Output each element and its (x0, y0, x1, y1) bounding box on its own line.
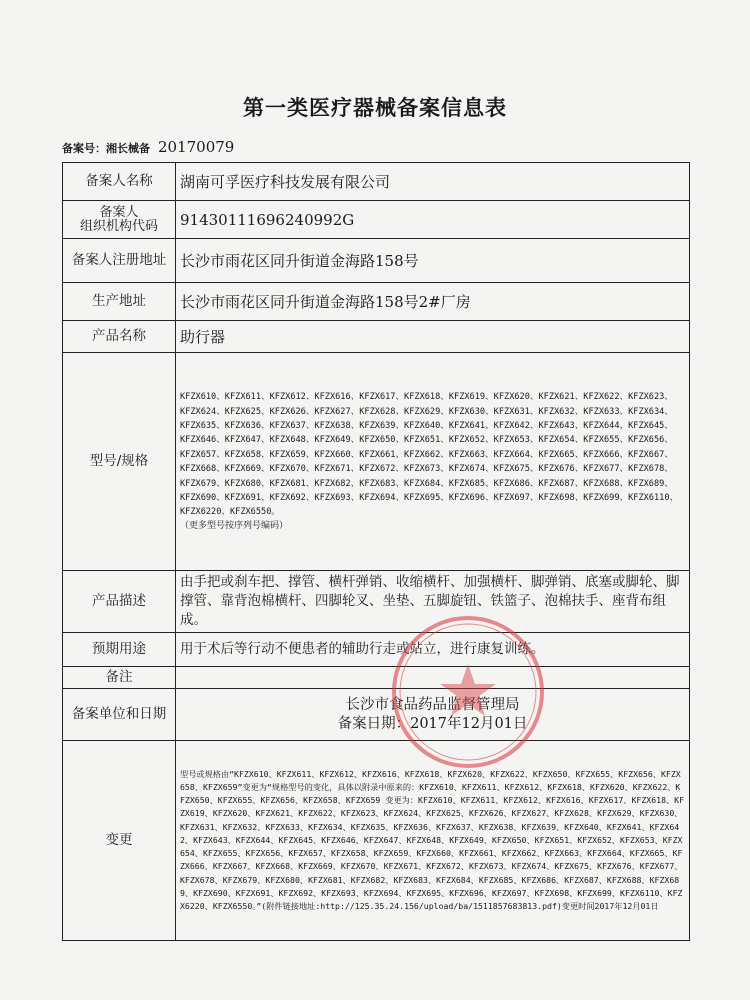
applicant-value: 湖南可孚医疗科技发展有限公司 (176, 163, 690, 201)
org-code-label: 备案人 组织机构代码 (63, 201, 176, 239)
change-value: 型号或规格由“KFZX610、KFZX611、KFZX612、KFZX616、KFZX618、KFZX620、KFZX622、KFZX650、KFZX655、KFZX656、KFZX658、KFZX659”变更为“规格型号的变化，具体以附录中原来的：KFZX610、KFZX611、KFZX612、KFZX618、KFZX620、KFZX622、KFZX650、KFZX655、KFZX656、KFZX658、KFZX659 变更为：KFZX610、KFZX611、KFZX612、KFZX616、KFZX617、KFZX618、KFZX619、KFZX620、KFZX621、KFZX622、KFZX623、KFZX624、KFZX625、KFZX626、KFZX627、KFZX628、KFZX629、KFZX630、KFZX631、KFZX632、KFZX633、KFZX634、KFZX635、KFZX636、KFZX637、KFZX638、KFZX639、KFZX640、KFZX641、KFZX642、KFZX643、KFZX644、KFZX645、KFZX646、KFZX647、KFZX648、KFZX649、KFZX650、KFZX651、KFZX652、KFZX653、KFZX654、KFZX655、KFZX656、KFZX657、KFZX658、KFZX659、KFZX660、KFZX661、KFZX662、KFZX663、KFZX664、KFZX665、KFZX666、KFZX667、KFZX668、KFZX669、KFZX670、KFZX671、KFZX672、KFZX673、KFZX674、KFZX675、KFZX676、KFZX677、KFZX678、KFZX679、KFZX680、KFZX681、KFZX682、KFZX683、KFZX684、KFZX685、KFZX686、KFZX687、KFZX688、KFZX689、KFZX690、KFZX691、KFZX692、KFZX693、KFZX694、KFZX695、KFZX696、KFZX697、KFZX698、KFZX699、KFZX6110、KFZX6220、KFZX6550。”(附件链接地址:http://125.35.24.156/upload/ba/1511857683813.pdf)变更时间2017年12月01日 (176, 741, 690, 941)
row-models (63, 353, 690, 571)
intended-use-value: 用于术后等行动不便患者的辅助行走或站立，进行康复训练。 (176, 633, 690, 667)
intended-use-label: 预期用途 (63, 633, 176, 667)
description-value: 由手把或刹车把、撑管、横杆弹销、收缩横杆、加强横杆、脚弹销、底塞或脚轮、脚撑管、靠背泡棉横杆、四脚轮叉、坐垫、五脚旋钮、铁篮子、泡棉扶手、座背布组成。 (176, 571, 690, 633)
row-applicant (63, 163, 690, 201)
models-note: （更多型号按序列号编码） (180, 520, 289, 531)
info-table (62, 162, 690, 941)
models-value: KFZX610、KFZX611、KFZX612、KFZX616、KFZX617、KFZX618、KFZX619、KFZX620、KFZX621、KFZX622、KFZX623、KFZX624、KFZX625、KFZX626、KFZX627、KFZX628、KFZX629、KFZX630、KFZX631、KFZX632、KFZX633、KFZX634、KFZX635、KFZX636、KFZX637、KFZX638、KFZX639、KFZX640、KFZX641、KFZX642、KFZX643、KFZX644、KFZX645、KFZX646、KFZX647、KFZX648、KFZX649、KFZX650、KFZX651、KFZX652、KFZX653、KFZX654、KFZX655、KFZX656、KFZX657、KFZX658、KFZX659、KFZX660、KFZX661、KFZX662、KFZX663、KFZX664、KFZX665、KFZX666、KFZX667、KFZX668、KFZX669、KFZX670、KFZX671、KFZX672、KFZX673、KFZX674、KFZX675、KFZX676、KFZX677、KFZX678、KFZX679、KFZX680、KFZX681、KFZX682、KFZX683、KFZX684、KFZX685、KFZX686、KFZX687、KFZX688、KFZX689、KFZX690、KFZX691、KFZX692、KFZX693、KFZX694、KFZX695、KFZX696、KFZX697、KFZX698、KFZX699、KFZX6110、KFZX6220、KFZX6550。 (180, 392, 679, 518)
prod-address-value: 长沙市雨花区同升街道金海路158号2#厂房 (176, 283, 690, 321)
row-description (63, 571, 690, 633)
prod-address-label: 生产地址 (63, 283, 176, 321)
row-unit-date (63, 689, 690, 741)
record-date: 备案日期：2017年12月01日 (337, 715, 528, 732)
change-label: 变更 (63, 741, 176, 941)
models-label: 型号/规格 (63, 353, 176, 571)
applicant-label: 备案人名称 (63, 163, 176, 201)
models-cell (176, 353, 690, 571)
row-prod-address (63, 283, 690, 321)
unit-date-cell (176, 689, 690, 741)
row-reg-address (63, 239, 690, 283)
row-product-name (63, 321, 690, 353)
record-number-label: 备案号：湘长械备 (62, 142, 150, 155)
reg-address-value: 长沙市雨花区同升街道金海路158号 (176, 239, 690, 283)
row-change (63, 741, 690, 941)
record-number (62, 138, 234, 156)
remarks-value (176, 667, 690, 689)
unit-date-label: 备案单位和日期 (63, 689, 176, 741)
unit-name: 长沙市食品药品监督管理局 (345, 696, 520, 713)
row-org-code (63, 201, 690, 239)
document-title: 第一类医疗器械备案信息表 (243, 96, 507, 120)
row-remarks (63, 667, 690, 689)
row-intended-use (63, 633, 690, 667)
product-name-label: 产品名称 (63, 321, 176, 353)
record-number-value: 20170079 (158, 138, 235, 156)
remarks-label: 备注 (63, 667, 176, 689)
description-label: 产品描述 (63, 571, 176, 633)
product-name-value: 助行器 (176, 321, 690, 353)
org-code-value: 91430111696240992G (176, 201, 690, 239)
reg-address-label: 备案人注册地址 (63, 239, 176, 283)
